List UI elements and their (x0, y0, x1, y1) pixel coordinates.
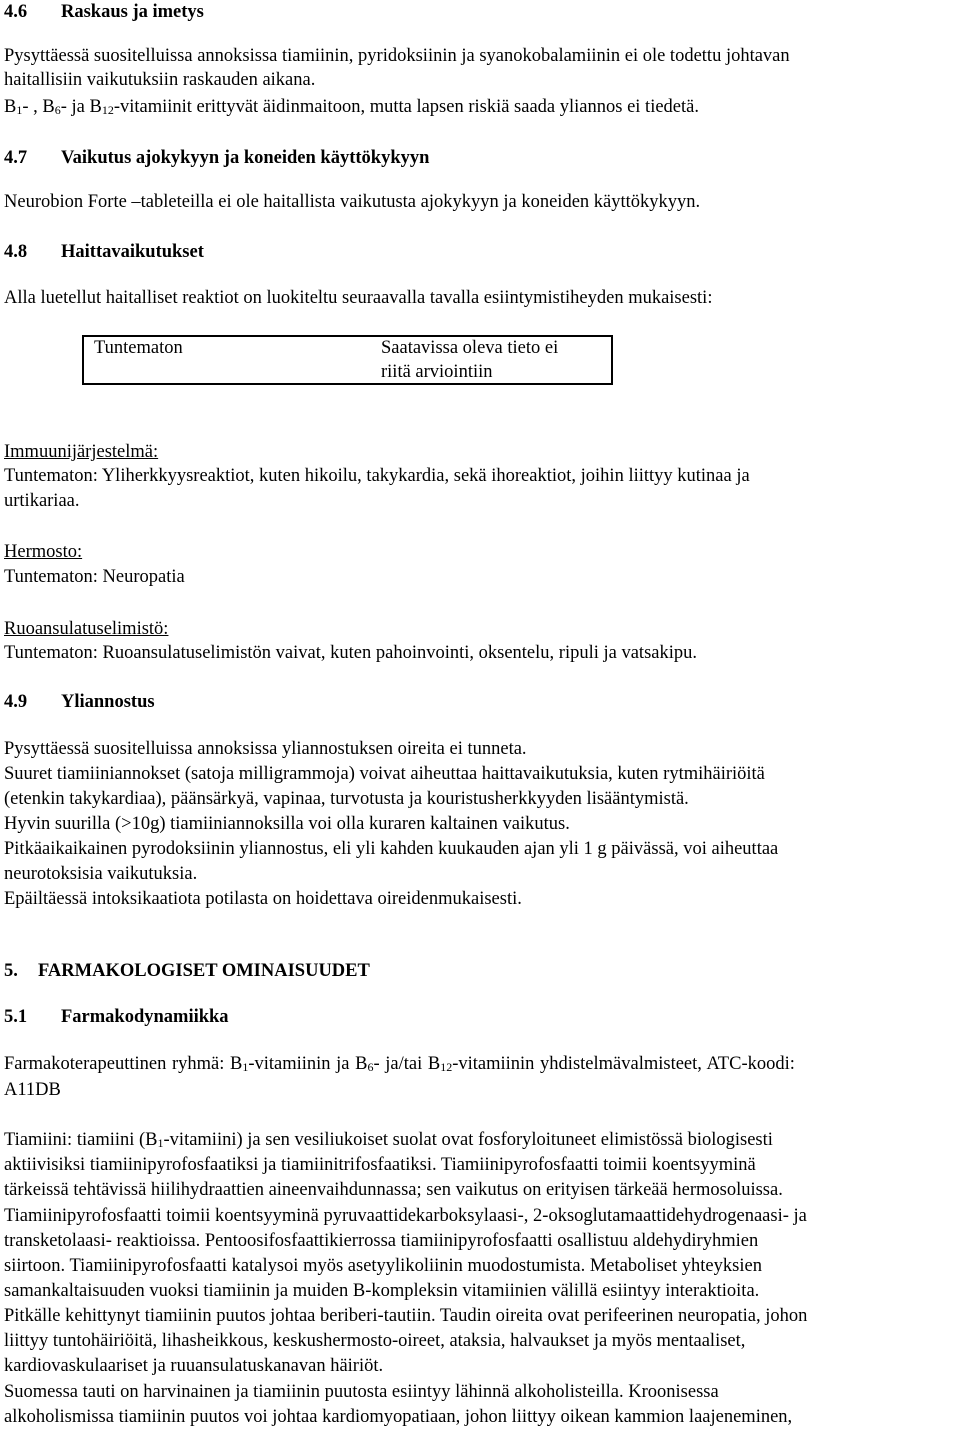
section-number: 4.7 (4, 148, 28, 168)
paragraph-line: Epäiltäessä intoksikaatiota potilasta on hoidettava oireidenmukaisesti. (4, 889, 522, 909)
atc-group-line (4, 1052, 795, 1076)
vitamin-milk-paragraph (4, 95, 699, 119)
section-title: Yliannostus (61, 692, 155, 712)
text-part: - ja B (60, 97, 102, 117)
paragraph-line: samankaltaisuuden vuoksi tiamiinin ja muiden B-kompleksin vitamiinien välillä esiintyy interaktioita. (4, 1281, 760, 1301)
frequency-definition: riitä arviointiin (381, 362, 493, 382)
section-4-7-heading (4, 146, 429, 170)
subscript: 6 (54, 103, 61, 117)
section-number: 4.8 (4, 242, 28, 262)
paragraph-line: alkoholismissa tiamiinin puutos voi johtaa kardiomyopatiaan, johon liittyy oikean kammion laajeneminen, (4, 1407, 793, 1427)
text-part: Tiamiini: tiamiini (B (4, 1130, 158, 1150)
frequency-term: Tuntematon (94, 338, 183, 358)
paragraph-line: Pysyttäessä suositelluissa annoksissa tiamiinin, pyridoksiinin ja syanokobalamiinin ei ole todettu johtavan (4, 46, 790, 66)
section-number: 5.1 (4, 1007, 28, 1027)
subscript: 1 (242, 1060, 249, 1074)
section-4-6-heading (4, 0, 204, 24)
section-title: Haittavaikutukset (61, 242, 204, 262)
paragraph-line: Tuntematon: Ruoansulatuselimistön vaivat, kuten pahoinvointi, oksentelu, ripuli ja vatsakipu. (4, 643, 697, 663)
text-part: - , B (22, 97, 55, 117)
paragraph-line: liittyy tuntohäiriöitä, lihasheikkous, keskushermosto-oireet, ataksia, halvaukset ja myös mentaaliset, (4, 1331, 746, 1351)
paragraph-line: (etenkin takykardiaa), päänsärkyä, vapinaa, turvotusta ja kouristusherkkyyden lisääntymistä. (4, 789, 689, 809)
paragraph-line: Alla luetellut haitalliset reaktiot on luokiteltu seuraavalla tavalla esiintymistiheyden mukaisesti: (4, 288, 713, 308)
section-title: FARMAKOLOGISET OMINAISUUDET (38, 961, 370, 981)
section-4-8-heading (4, 240, 204, 264)
text-part: -vitamiinin ja B (248, 1054, 368, 1074)
paragraph-line: Pitkälle kehittynyt tiamiinin puutos johtaa beriberi-tautiin. Taudin oireita ovat perifeerinen neuropatia, johon (4, 1306, 808, 1326)
text-part: -vitamiinit erittyvät äidinmaitoon, mutta lapsen riskiä saada yliannos ei tiedetä. (113, 97, 699, 117)
subscript: 1 (157, 1136, 164, 1150)
section-number: 4.6 (4, 2, 28, 22)
paragraph-line: Suuret tiamiiniannokset (satoja milligrammoja) voivat aiheuttaa haittavaikutuksia, kuten rytmihäiriöitä (4, 764, 765, 784)
paragraph-line: aktiivisiksi tiamiinipyrofosfaatiksi ja tiamiinitrifosfaatiksi. Tiamiinipyrofosfaatti toimii koentsyyminä (4, 1155, 756, 1175)
section-title: Farmakodynamiikka (61, 1007, 229, 1027)
paragraph-line: Suomessa tauti on harvinainen ja tiamiinin puutosta esiintyy lähinnä alkoholisteilla. Kroonisessa (4, 1382, 719, 1402)
section-title: Raskaus ja imetys (61, 2, 204, 22)
paragraph-line: transketolaasi- reaktioissa. Pentoosifosfaattikierrossa tiamiinipyrofosfaatti osallistuu aldehydiryhmien (4, 1231, 759, 1251)
paragraph-line: siirtoon. Tiamiinipyrofosfaatti katalysoi myös asetyylikoliinin muodostumista. Metaboliset yhteyksien (4, 1256, 762, 1276)
subsection-heading: Ruoansulatuselimistö: (4, 619, 169, 639)
paragraph-line: Neurobion Forte –tableteilla ei ole haitallista vaikutusta ajokykyyn ja koneiden käyttökykyyn. (4, 192, 701, 212)
frequency-table (82, 335, 613, 385)
paragraph-line: Tuntematon: Neuropatia (4, 567, 185, 587)
text-part: -vitamiinin yhdistelmävalmisteet, ATC-koodi: (452, 1054, 795, 1074)
subscript: 1 (16, 103, 23, 117)
thiamine-paragraph-line (4, 1128, 773, 1152)
text-part: -vitamiini) ja sen vesiliukoiset suolat ovat fosforyloituneet elimistössä biologisesti (163, 1130, 773, 1150)
paragraph-line: Tuntematon: Yliherkkyysreaktiot, kuten hikoilu, takykardia, sekä ihoreaktiot, joihin liittyy kutinaa ja (4, 466, 750, 486)
paragraph-line: Hyvin suurilla (>10g) tiamiiniannoksilla voi olla kuraren kaltainen vaikutus. (4, 814, 570, 834)
subsection-heading: Immuunijärjestelmä: (4, 442, 159, 462)
section-4-9-heading (4, 690, 155, 714)
subscript: 12 (440, 1060, 453, 1074)
section-number: 5. (4, 961, 18, 981)
paragraph-line: urtikariaa. (4, 491, 80, 511)
paragraph-line: Pitkäaikaikainen pyrodoksiinin yliannostus, eli yli kahden kuukauden ajan yli 1 g päivässä, voi aiheuttaa (4, 839, 779, 859)
paragraph-line: tärkeissä tehtävissä hiilihydraattien aineenvaihdunnassa; sen vaikutus on erityisen tärkeää hermosoluissa. (4, 1180, 783, 1200)
section-5-1-heading (4, 1005, 229, 1029)
paragraph-line: Tiamiinipyrofosfaatti toimii koentsyyminä pyruvaattidekarboksylaasi-, 2-oksoglutamaattidehydrogenaasi- ja (4, 1206, 807, 1226)
subscript: 12 (101, 103, 114, 117)
section-5-heading (4, 959, 370, 983)
subscript: 6 (367, 1060, 374, 1074)
atc-code: A11DB (4, 1080, 61, 1100)
paragraph-line: neurotoksisia vaikutuksia. (4, 864, 198, 884)
section-title: Vaikutus ajokykyyn ja koneiden käyttökykyyn (61, 148, 430, 168)
text-part: - ja/tai B (373, 1054, 441, 1074)
frequency-definition: Saatavissa oleva tieto ei (381, 338, 559, 358)
text-part: B (4, 97, 17, 117)
paragraph-line: Pysyttäessä suositelluissa annoksissa yliannostuksen oireita ei tunneta. (4, 739, 527, 759)
paragraph-line: haitallisiin vaikutuksiin raskauden aikana. (4, 70, 316, 90)
text-part: Farmakoterapeuttinen ryhmä: B (4, 1054, 243, 1074)
subsection-heading: Hermosto: (4, 542, 83, 562)
paragraph-line: kardiovaskulaariset ja ruuansulatuskanavan häiriöt. (4, 1356, 384, 1376)
section-number: 4.9 (4, 692, 28, 712)
